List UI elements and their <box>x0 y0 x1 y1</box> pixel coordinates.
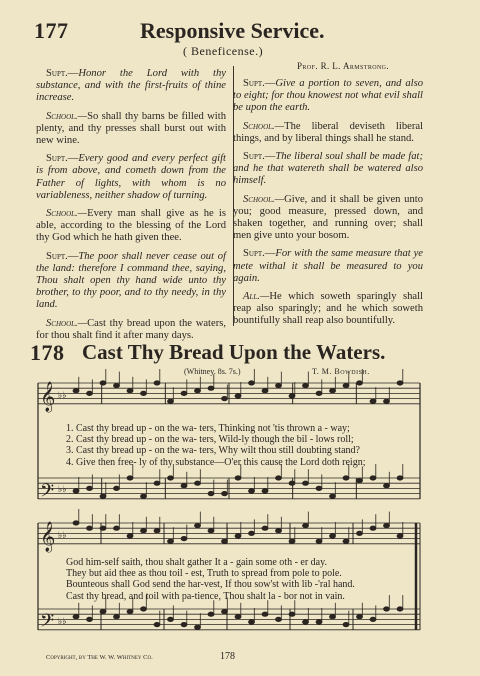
note <box>276 529 282 533</box>
note <box>316 620 322 624</box>
note <box>276 383 282 387</box>
note <box>370 476 376 480</box>
note <box>127 476 133 480</box>
responsive-text: The liberal soul shall be made fat; and he that watereth shall be watered also himself. <box>233 151 423 187</box>
note <box>141 607 147 611</box>
note <box>303 523 309 527</box>
note <box>222 539 228 543</box>
note <box>249 531 255 535</box>
note <box>316 539 322 543</box>
responsive-text: For with the same measure that ye mete withal it shall be measured to you again. <box>233 248 423 284</box>
note <box>154 622 160 626</box>
note <box>168 399 174 403</box>
note <box>235 476 241 480</box>
note <box>114 383 120 387</box>
verse-line: 1. Cast thy bread up - on the wa- ters, Thinking not 'tis thrown a - way; <box>66 423 350 434</box>
hymn-number-177: 177 <box>34 18 69 43</box>
note <box>73 389 79 393</box>
note <box>100 494 106 498</box>
note <box>303 620 309 624</box>
copyright: Copyright, by The W. W. Whitney Co. <box>46 654 153 661</box>
note <box>249 381 255 385</box>
responsive-text: Give a portion to seven, and also to eight; for thou knowest not what evil shall be upon the earth. <box>233 78 423 114</box>
verse-line: 2. Cast thy bread up - on the wa- ters, Wild-ly though the bil - lows roll; <box>66 434 354 446</box>
verse-line: 3. Cast thy bread up - on the wa- ters, Why wilt thou still doubting stand? <box>66 445 360 457</box>
note <box>370 526 376 530</box>
note <box>114 486 120 490</box>
note <box>154 381 160 385</box>
note <box>154 481 160 485</box>
note <box>73 489 79 493</box>
svg-text:𝄢: 𝄢 <box>40 481 55 506</box>
note <box>100 381 106 385</box>
note <box>384 523 390 527</box>
note <box>195 389 201 393</box>
speaker-label: Supt.— <box>243 151 276 163</box>
note <box>114 615 120 619</box>
speaker-label: Supt.— <box>243 78 276 89</box>
note <box>208 386 214 390</box>
note <box>397 607 403 611</box>
note <box>208 529 214 533</box>
note <box>181 622 187 626</box>
note <box>235 615 241 619</box>
svg-text:𝄞: 𝄞 <box>40 522 56 552</box>
note <box>343 476 349 480</box>
note <box>384 484 390 488</box>
responsive-text: The liberal deviseth liberal things, and by liberal things shall he stand. <box>233 120 423 144</box>
speaker-label: Supt.— <box>243 248 276 260</box>
note <box>222 491 228 495</box>
responsive-text: He which soweth sparingly shall reap also sparingly; and he which soweth bountifully shall reap also bountifully. <box>233 291 423 327</box>
note <box>168 476 174 480</box>
note <box>262 526 268 530</box>
verse-line: Bounteous shall God send the har-vest, If thou sow'st with lib -'ral hand. <box>66 579 355 591</box>
responsive-text: Every good and every perfect gift is from above, and cometh down from the Father of lights, with whom is no variableness, neither shadow of turning. <box>36 153 226 201</box>
responsive-text: The poor shall never cease out of the land: therefore I command thee, saying, Thou shalt open thy hand wide unto thy brother, to thy poor, and to thy needy, in thy land. <box>36 250 226 311</box>
note <box>343 383 349 387</box>
note <box>330 494 336 498</box>
speaker-label: All.— <box>243 291 270 303</box>
responsive-text: Honor the Lord with thy substance, and with the first-fruits of thine increase. <box>36 68 226 104</box>
svg-text:♭♭: ♭♭ <box>58 531 67 541</box>
note <box>262 389 268 393</box>
note <box>384 399 390 403</box>
note <box>397 534 403 538</box>
note <box>330 534 336 538</box>
note <box>114 526 120 530</box>
note <box>276 617 282 621</box>
verse-line: 4. Give then free- ly of thy substance—O'er this cause the Lord doth reign; <box>66 456 366 468</box>
note <box>357 381 363 385</box>
note <box>127 389 133 393</box>
speaker-label: School.— <box>46 208 88 220</box>
svg-text:♭♭: ♭♭ <box>58 485 67 495</box>
speaker-label: Supt.— <box>46 153 79 165</box>
note <box>87 391 93 395</box>
svg-text:♭♭: ♭♭ <box>58 617 67 627</box>
speaker-label: Supt.— <box>46 68 79 79</box>
verses-bottom <box>66 557 355 602</box>
note <box>168 617 174 621</box>
note <box>397 381 403 385</box>
note <box>168 539 174 543</box>
note <box>154 529 160 533</box>
note <box>73 615 79 619</box>
note <box>127 534 133 538</box>
speaker-label: Supt.— <box>46 250 79 262</box>
svg-text:♭♭: ♭♭ <box>58 391 67 401</box>
note <box>141 529 147 533</box>
composer: T. M. Bowdish. <box>312 367 370 376</box>
note <box>330 615 336 619</box>
note <box>343 539 349 543</box>
note <box>357 615 363 619</box>
tune-info: (Whitney. 8s. 7s.) <box>184 367 241 376</box>
note <box>397 476 403 480</box>
page-number: 178 <box>220 651 235 662</box>
note <box>181 391 187 395</box>
speaker-label: School.— <box>46 110 88 122</box>
note <box>357 531 363 535</box>
note <box>195 481 201 485</box>
note <box>249 620 255 624</box>
note <box>87 617 93 621</box>
page-title: Responsive Service. <box>140 18 325 43</box>
note <box>357 478 363 482</box>
author: Prof. R. L. Armstrong. <box>297 61 390 71</box>
verse-line: Cast thy bread, and toil with pa-tience, Thou shalt la - bor not in vain. <box>66 590 345 602</box>
note <box>289 394 295 398</box>
note <box>316 486 322 490</box>
verses-top <box>66 423 366 468</box>
note <box>262 489 268 493</box>
note <box>235 394 241 398</box>
responsive-text: So shall thy barns be filled with plenty, and thy presses shall burst out with new wine. <box>36 110 226 147</box>
svg-text:𝄞: 𝄞 <box>40 382 56 412</box>
note <box>370 399 376 403</box>
responsive-text: Every man shall give as he is able, according to the blessing of the Lord thy God which he hath given thee. <box>36 208 226 244</box>
svg-text:𝄢: 𝄢 <box>40 611 55 636</box>
note <box>100 526 106 530</box>
note <box>195 523 201 527</box>
note <box>195 625 201 629</box>
verse-line: God him-self saith, thou shalt gather It a - gain some oth - er day. <box>66 557 327 568</box>
note <box>262 612 268 616</box>
note <box>316 391 322 395</box>
note <box>100 609 106 613</box>
note <box>343 622 349 626</box>
note <box>87 526 93 530</box>
responsive-text: Give, and it shall be given unto you; good measure, pressed down, and shaken together, and running over; shall men give unto your bosom. <box>233 193 423 242</box>
note <box>276 476 282 480</box>
note <box>235 534 241 538</box>
subtitle: ( Beneficense.) <box>183 44 264 58</box>
note <box>330 389 336 393</box>
note <box>87 486 93 490</box>
note <box>141 391 147 395</box>
note <box>249 489 255 493</box>
hymn-number-178: 178 <box>30 340 65 365</box>
note <box>303 481 309 485</box>
note <box>222 609 228 613</box>
speaker-label: School.— <box>46 317 88 329</box>
note <box>73 521 79 525</box>
note <box>370 617 376 621</box>
note <box>289 539 295 543</box>
note <box>181 484 187 488</box>
note <box>289 612 295 616</box>
note <box>141 494 147 498</box>
note <box>222 396 228 400</box>
note <box>127 609 133 613</box>
responsive-text: Cast thy bread upon the waters, for thou shalt find it after many days. <box>36 317 226 341</box>
note <box>303 383 309 387</box>
speaker-label: School.— <box>243 120 285 132</box>
verse-line: They but aid thee as thou toil - est, Truth to spread from pole to pole. <box>66 568 342 580</box>
note <box>208 612 214 616</box>
note <box>289 481 295 485</box>
note <box>181 536 187 540</box>
hymn-title: Cast Thy Bread Upon the Waters. <box>82 340 386 364</box>
speaker-label: School.— <box>243 193 285 205</box>
note <box>384 607 390 611</box>
note <box>208 491 214 495</box>
